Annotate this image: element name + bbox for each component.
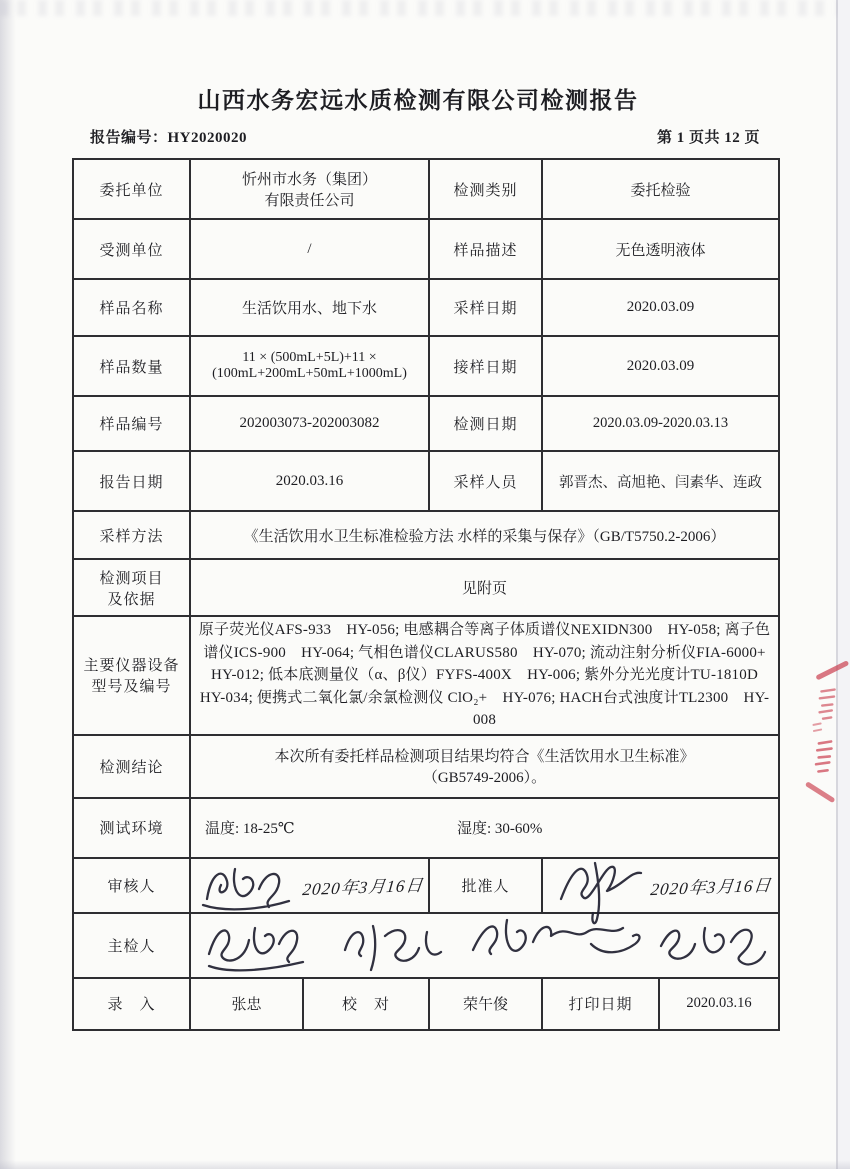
instruments-label-line-1: 主要仪器设备 xyxy=(83,658,180,675)
field-label-tested-unit: 受测单位 xyxy=(73,219,190,279)
paper-edge-right xyxy=(838,0,850,1169)
report-number-value: HY2020020 xyxy=(167,130,248,146)
field-label-inspector: 主检人 xyxy=(73,913,190,978)
table-row xyxy=(73,798,779,858)
field-value-test-date: 2020.03.09-2020.03.13 xyxy=(542,396,779,451)
field-value-sample-qty xyxy=(190,336,429,396)
field-label-sample-desc: 样品描述 xyxy=(429,219,542,279)
environment-humidity: 湿度: 30-60% xyxy=(457,821,543,837)
approver-date-handwritten: 2020年3月16日 xyxy=(649,875,773,899)
field-value-tested-unit: / xyxy=(190,219,429,279)
table-row xyxy=(73,559,779,616)
field-label-client: 委托单位 xyxy=(73,159,190,219)
test-items-label-line-2: 及依据 xyxy=(107,591,156,608)
field-label-test-date: 检测日期 xyxy=(429,396,542,451)
field-label-sample-name: 样品名称 xyxy=(73,279,190,336)
scan-noise-top xyxy=(0,0,850,16)
field-label-approver: 批准人 xyxy=(429,858,542,913)
field-label-print-date: 打印日期 xyxy=(542,978,659,1030)
field-label-sampling-method: 采样方法 xyxy=(73,511,190,559)
instruments-label-line-2: 型号及编号 xyxy=(91,679,172,696)
table-row xyxy=(73,858,779,913)
page-indicator: 第 1 页共 12 页 xyxy=(656,130,760,146)
report-number xyxy=(90,126,247,147)
environment-temperature: 温度: 18-25℃ xyxy=(205,821,295,837)
field-value-samplers: 郭晋杰、高旭艳、闫素华、连政 xyxy=(542,451,779,511)
field-value-conclusion xyxy=(190,735,779,798)
qty-line-1: 11 × (500mL+5L)+11 × xyxy=(242,350,377,365)
table-row xyxy=(73,511,779,559)
field-value-test-type: 委托检验 xyxy=(542,159,779,219)
field-value-client xyxy=(190,159,429,219)
field-label-instruments xyxy=(73,616,190,735)
table-row xyxy=(73,913,779,978)
table-row xyxy=(73,978,779,1030)
paper-edge-line xyxy=(836,0,838,1169)
approver-signature-cell xyxy=(542,858,779,913)
report-number-label: 报告编号： xyxy=(90,130,168,146)
red-seal-stamp xyxy=(798,654,850,807)
field-value-instruments: 原子荧光仪AFS-933 HY-056; 电感耦合等离子体质谱仪NEXIDN300 HY-058; 离子色谱仪ICS-900 HY-064; 气相色谱仪CLARUS580 HY-070; 流动注射分析仪FIA-6000+ HY-012; 低本底测量仪（α、β仪）FYFS-400X HY-006; 紫外分光光度计TU-1810D HY-034; 便携式二氧化氯/余氯检测仪 ClO₂+ HY-076; HACH台式浊度计TL2300 HY-008 xyxy=(190,616,779,735)
table-row xyxy=(73,159,779,219)
report-table xyxy=(72,158,780,1031)
field-value-environment xyxy=(190,798,779,858)
table-row xyxy=(73,279,779,336)
qty-line-2: (100mL+200mL+50mL+1000mL) xyxy=(212,366,407,381)
conclusion-line-2: （GB5749-2006）。 xyxy=(422,770,547,786)
field-label-sample-qty: 样品数量 xyxy=(73,336,190,396)
client-line-2: 有限责任公司 xyxy=(264,193,355,209)
field-label-receive-date: 接样日期 xyxy=(429,336,542,396)
field-value-report-date: 2020.03.16 xyxy=(190,451,429,511)
table-row xyxy=(73,616,779,735)
inspector-signatures-icon xyxy=(191,908,780,982)
table-row xyxy=(73,219,779,279)
field-value-receive-date: 2020.03.09 xyxy=(542,336,779,396)
field-label-proofread: 校 对 xyxy=(303,978,429,1030)
scan-shadow-left xyxy=(0,0,16,1169)
field-label-sample-no: 样品编号 xyxy=(73,396,190,451)
table-row xyxy=(73,735,779,798)
reviewer-signature-icon xyxy=(197,861,297,913)
field-label-environment: 测试环境 xyxy=(73,798,190,858)
field-value-sample-desc: 无色透明液体 xyxy=(542,219,779,279)
client-line-1: 忻州市水务（集团） xyxy=(242,172,378,188)
field-label-test-type: 检测类别 xyxy=(429,159,542,219)
field-value-sample-no: 202003073-202003082 xyxy=(190,396,429,451)
field-label-samplers: 采样人员 xyxy=(429,451,542,511)
table-row xyxy=(73,396,779,451)
page-title: 山西水务宏远水质检测有限公司检测报告 xyxy=(197,87,639,113)
field-label-test-items xyxy=(73,559,190,616)
field-value-entry: 张忠 xyxy=(190,978,303,1030)
report-meta xyxy=(90,126,760,148)
reviewer-date-handwritten: 2020年3月16日 xyxy=(301,875,425,899)
field-label-sampling-date: 采样日期 xyxy=(429,279,542,336)
table-row xyxy=(73,336,779,396)
reviewer-signature-cell xyxy=(190,858,429,913)
inspector-signatures-cell xyxy=(190,913,779,978)
field-label-report-date: 报告日期 xyxy=(73,451,190,511)
field-value-sampling-method: 《生活饮用水卫生标准检验方法 水样的采集与保存》（GB/T5750.2-2006） xyxy=(190,511,779,559)
table-row xyxy=(73,451,779,511)
test-items-label-line-1: 检测项目 xyxy=(99,570,164,587)
conclusion-line-1: 本次所有委托样品检测项目结果均符合《生活饮用水卫生标准》 xyxy=(274,749,695,765)
field-value-proofread: 荣午俊 xyxy=(429,978,542,1030)
field-label-reviewer: 审核人 xyxy=(73,858,190,913)
field-value-print-date: 2020.03.16 xyxy=(659,978,779,1030)
field-label-conclusion: 检测结论 xyxy=(73,735,190,798)
field-value-sample-name: 生活饮用水、地下水 xyxy=(190,279,429,336)
scan-shadow-bottom xyxy=(0,1160,850,1169)
field-label-entry: 录 入 xyxy=(73,978,190,1030)
field-value-sampling-date: 2020.03.09 xyxy=(542,279,779,336)
field-value-test-items: 见附页 xyxy=(190,559,779,616)
